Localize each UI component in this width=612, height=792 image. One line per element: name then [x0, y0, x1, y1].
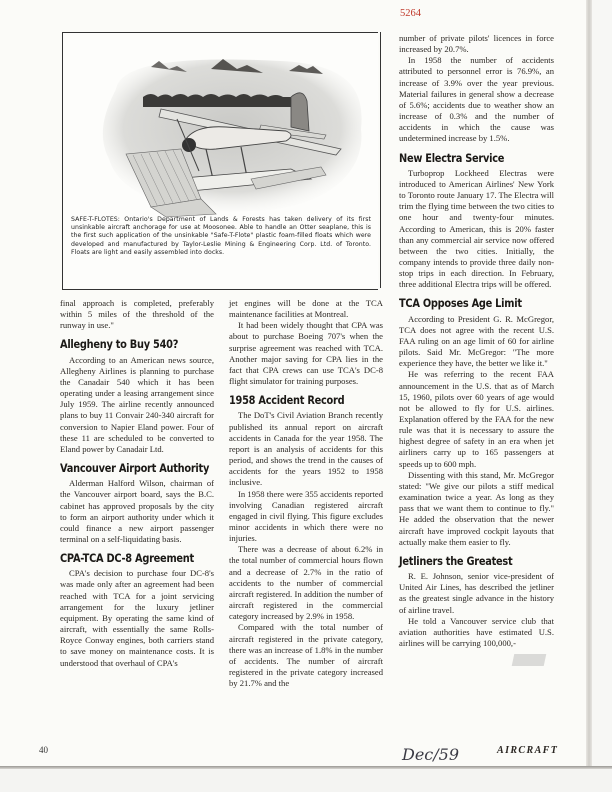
- article-paragraph: Dissenting with this stand, Mr. McGregor stated: "We give our pilots a stiff medical examination twice a year. As long as they pass that we want them to continue to fly." He added the observation that the newer aircraft have improved cockpit layouts that actually make them easier to fly.: [399, 469, 554, 547]
- article-paragraph: number of private pilots' licences in force increased by 20.7%.: [399, 33, 554, 55]
- article-paragraph: The DoT's Civil Aviation Branch recently published its annual report on aircraft accidents in Canada for the year 1958. The report is an analysis of accidents for this period, and shows the trend in the causes of accidents for the years 1952 to 1958 inclusive.: [229, 410, 383, 488]
- figure: [62, 32, 378, 290]
- article-paragraph: He was referring to the recent FAA announcement in the U.S. that as of March 15, 1960, pilots over 60 years of age would not be allowed to fly for U.S. airlines. Explanation offered by the FAA for the new rule was that it is necessary to assure the highest degree of safety in an era when jet airliners carry up to 165 passengers at speeds up to 600 mph.: [399, 369, 554, 469]
- article-paragraph: CPA's decision to purchase four DC-8's was made only after an agreement had been reached with TCA for a joint servicing arrangement for the luxury jetliner equipment. By operating the same kind of aircraft, with essentially the same Rolls-Royce Conway engines, both carriers stand to save money on maintenance costs. It is understood that overhaul of CPA's: [60, 568, 214, 668]
- column-3: [399, 33, 554, 649]
- page-edge-shadow: [586, 0, 592, 792]
- article-heading: Allegheny to Buy 540?: [60, 337, 179, 352]
- article-paragraph: There was a decrease of about 6.2% in the total number of commercial hours flown and a decrease of 2.7% in the ratio of accidents to the number of commercial aircraft registered. In addition the number of aircraft registered in the commercial category increased by 2.9% in 1958.: [229, 544, 383, 622]
- article-paragraph: According to President G. R. McGregor, TCA does not agree with the recent U.S. FAA ruling on an age limit of 60 for airline pilots. Said Mr. McGregor: "The more experience they have, the better we like it.": [399, 313, 554, 369]
- article-heading: TCA Opposes Age Limit: [399, 296, 522, 311]
- article-heading: New Electra Service: [399, 150, 505, 165]
- scan-margin: [592, 0, 612, 792]
- article-heading: CPA-TCA DC-8 Agreement: [60, 551, 194, 566]
- handwritten-date-annotation: [400, 740, 470, 768]
- article-paragraph: Alderman Halford Wilson, chairman of the Vancouver airport board, says the B.C. cabinet has approved proposals by the city to form an airport authority under which it could finance a new airport passenger terminal on a self-liquidating basis.: [60, 478, 214, 544]
- article-paragraph: It had been widely thought that CPA was about to purchase Boeing 707's when the surprise agreement was reached with TCA. Another major saving for CPA lies in the fact that CPA crews can use TCA's DC-8 flight simulator for training purposes.: [229, 320, 383, 387]
- article-paragraph: In 1958 the number of accidents attributed to personnel error is 76.9%, an increase of 3.9% over the year previous. Material failures in general show a decrease of 5.6%; accidents due to weather show an increase of 0.3% and the number of accidents in which the cause was undetermined increase by 1.5%.: [399, 55, 554, 144]
- page-id-stamp: 5264: [400, 8, 421, 19]
- article-paragraph: In 1958 there were 355 accidents reported involving Canadian registered aircraft engaged in civil flying. This figure excludes minor accidents in which there were no injuries.: [229, 488, 383, 544]
- article-heading: Jetliners the Greatest: [399, 553, 513, 568]
- figure-caption: SAFE-T-FLOTES: Ontario's Department of Lands & Forests has taken delivery of its first unsinkable aircraft anchorage for use at Moosonee. Able to handle an Otter seaplane, this is the first such application of the unsinkable "Safe-T-Flote" plastic foam-filled floats which were developed and manufactured by Taylor-Leslie Mining & Engineering Corp. Ltd. of Toronto. Floats are light and easily assembled into docks.: [71, 216, 371, 256]
- article-paragraph: He told a Vancouver service club that aviation authorities have estimated U.S. airlines will be carrying 100,000,-: [399, 615, 554, 648]
- highlighter-mark: [512, 654, 547, 666]
- article-paragraph: R. E. Johnson, senior vice-president of United Air Lines, has described the jetliner as the greatest single advance in the history of airline travel.: [399, 571, 554, 615]
- article-paragraph: Compared with the total number of aircraft registered in the private category, there was an increase of 1.8% in the number of accidents. The number of aircraft registered in the private category increased by 21.7% and the: [229, 622, 383, 689]
- article-paragraph: jet engines will be done at the TCA maintenance facilities at Montreal.: [229, 298, 383, 320]
- magazine-name: AIRCRAFT: [497, 745, 559, 756]
- article-paragraph: According to an American news source, Allegheny Airlines is planning to purchase the Canadair 540 which it has been operating under a leasing arrangement since July 1959. The airline recently announced plans to buy 11 Convair 240-340 aircraft for conversion to Napier Eland power. Four of these 11 are scheduled to be converted to Eland power by Canadair Ltd.: [60, 354, 214, 454]
- column-1: [60, 298, 214, 669]
- seaplane-illustration-icon: [81, 39, 371, 219]
- handwritten-date-text: Dec/59: [402, 745, 460, 764]
- page-bottom-edge: [0, 766, 612, 769]
- scan-bottom-margin: [0, 769, 612, 792]
- column-2: [229, 298, 383, 689]
- article-heading: Vancouver Airport Authority: [60, 461, 210, 476]
- article-paragraph: final approach is completed, preferably within 5 miles of the threshold of the runway in use.": [60, 298, 214, 331]
- article-heading: 1958 Accident Record: [229, 393, 345, 408]
- article-paragraph: Turboprop Lockheed Electras were introduced to American Airlines' New York to Toronto route January 17. The Electra will trim the flying time between the two cities to one hour and twenty-four minutes. According to American, this is 20% faster than any commercial air service now offered between the two cities. Initially, the company intends to provide three daily non-stop trips in each direction. In February, three additional Electra trips will be offered.: [399, 167, 554, 290]
- page-number: 40: [39, 745, 48, 755]
